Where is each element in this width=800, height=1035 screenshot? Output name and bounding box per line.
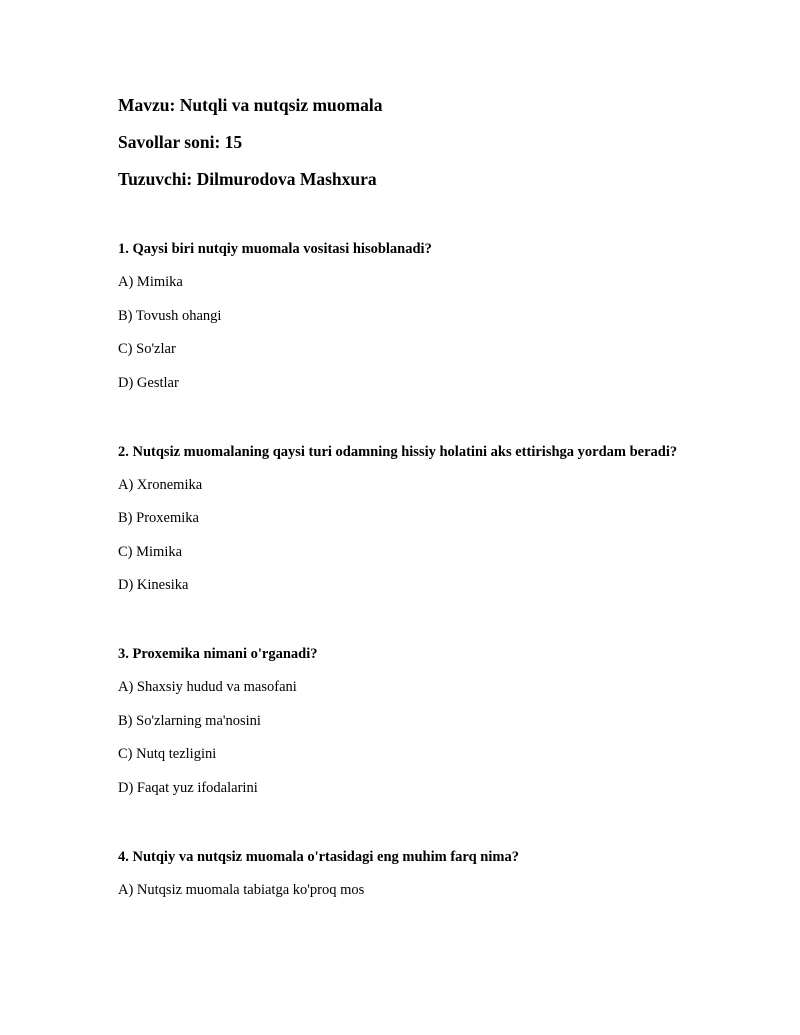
question-1 (118, 238, 688, 394)
question-3 (118, 643, 688, 799)
option-a: A) Xronemika (118, 476, 203, 493)
document-header (118, 92, 688, 192)
option-d: D) Gestlar (118, 374, 179, 391)
question-text: 1. Qaysi biri nutqiy muomala vositasi hisoblanadi? (118, 241, 432, 257)
option-b: B) Tovush ohangi (118, 307, 222, 324)
question-text: 4. Nutqiy va nutqsiz muomala o'rtasidagi eng muhim farq nima? (118, 848, 519, 865)
question-text: 3. Proxemika nimani o'rganadi? (118, 646, 318, 662)
question-4 (118, 846, 688, 901)
question-list (118, 238, 688, 901)
option-b: B) So'zlarning ma'nosini (118, 712, 261, 729)
option-d: D) Faqat yuz ifodalarini (118, 779, 258, 796)
option-a: A) Nutqsiz muomala tabiatga ko'proq mos (118, 881, 365, 898)
author-line: Tuzuvchi: Dilmurodova Mashxura (118, 169, 377, 189)
option-a: A) Shaxsiy hudud va masofani (118, 679, 297, 695)
topic-title: Mavzu: Nutqli va nutqsiz muomala (118, 95, 383, 115)
document-page (118, 92, 688, 948)
option-b: B) Proxemika (118, 510, 199, 526)
option-c: C) Mimika (118, 543, 183, 560)
option-d: D) Kinesika (118, 577, 189, 593)
option-a: A) Mimika (118, 274, 183, 290)
question-count: Savollar soni: 15 (118, 132, 243, 152)
option-c: C) Nutq tezligini (118, 746, 217, 762)
option-c: C) So'zlar (118, 341, 176, 357)
question-2 (118, 441, 688, 597)
question-text: 2. Nutqsiz muomalaning qaysi turi odamning hissiy holatini aks ettirishga yordam beradi? (118, 443, 678, 460)
